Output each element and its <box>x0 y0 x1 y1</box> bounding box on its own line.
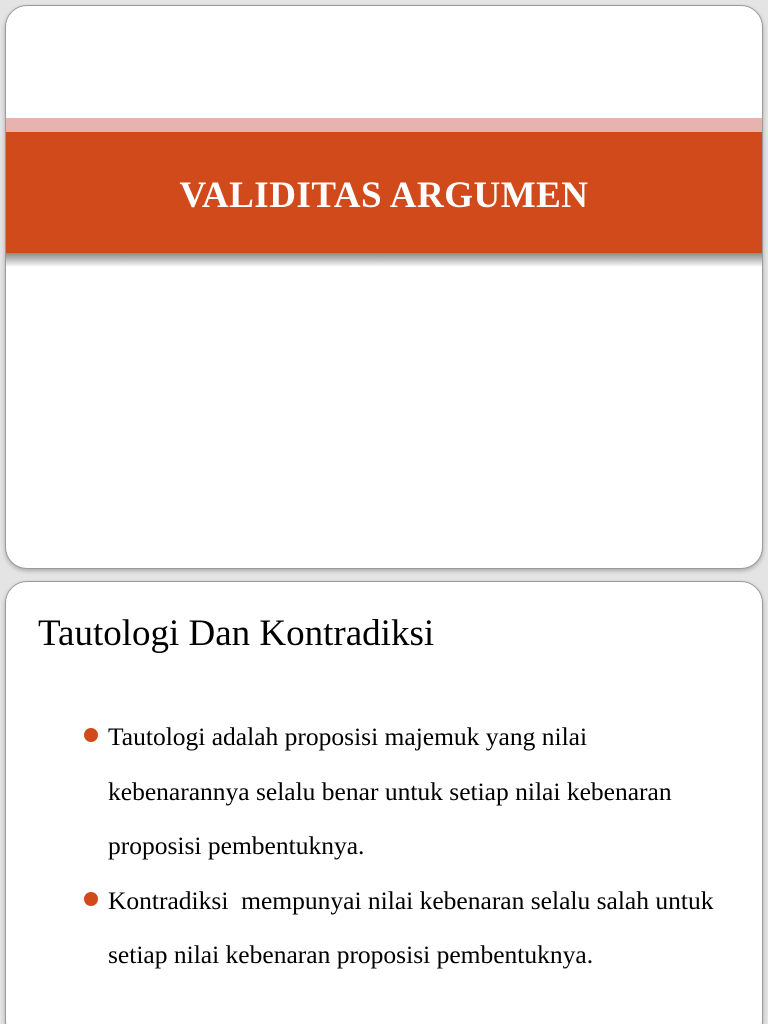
bullet-item <box>84 874 724 983</box>
slide-heading: Tautologi Dan Kontradiksi <box>38 613 435 654</box>
bullet-list <box>84 710 724 983</box>
content-slide <box>5 581 763 1024</box>
bullet-text: Tautologi adalah proposisi majemuk yang nilai kebenarannya selalu benar untuk setiap nilai kebenaran proposisi pembentuknya. <box>108 722 678 860</box>
bullet-item <box>84 710 724 874</box>
bullet-dot-icon <box>84 728 98 742</box>
bullet-text: Kontradiksi mempunyai nilai kebenaran selalu salah untuk setiap nilai kebenaran proposisi pembentuknya. <box>108 885 720 969</box>
title-band-highlight <box>6 118 762 132</box>
title-band <box>6 132 762 253</box>
slide-title: VALIDITAS ARGUMEN <box>179 175 589 216</box>
title-band-shadow <box>6 253 762 267</box>
title-slide <box>5 5 763 569</box>
bullet-dot-icon <box>84 892 98 906</box>
